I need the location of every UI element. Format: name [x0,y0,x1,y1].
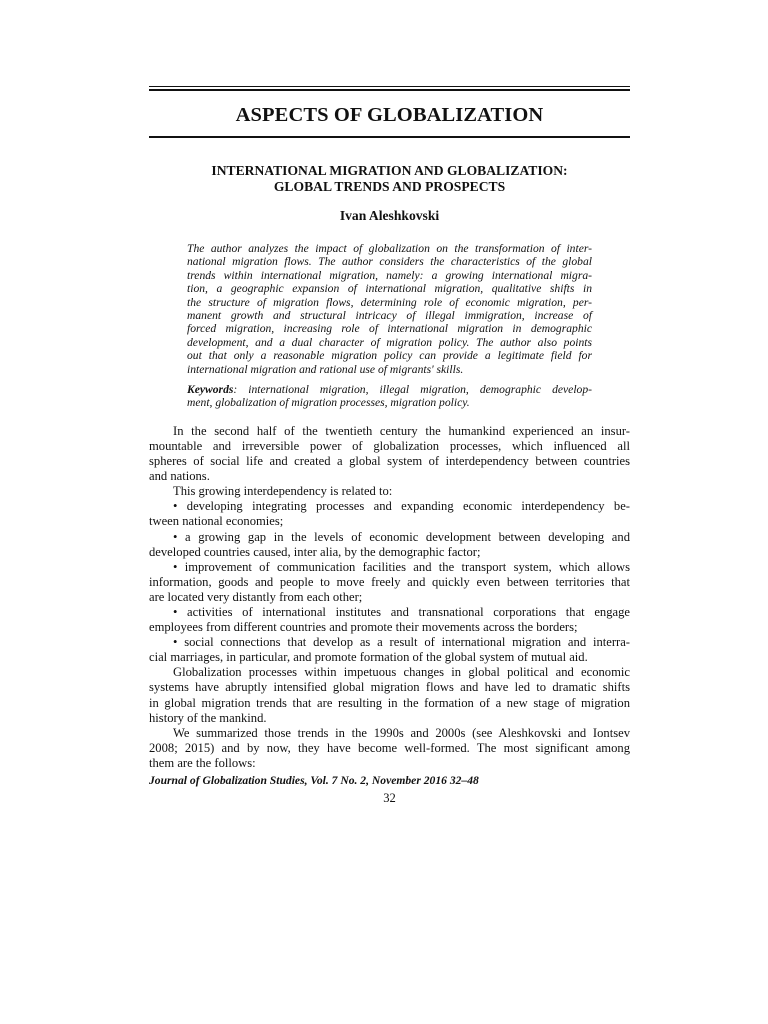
section-divider [149,136,630,138]
article-title-line: GLOBAL TRENDS AND PROSPECTS [273,179,506,194]
article-title-line: INTERNATIONAL MIGRATION AND GLOBALIZATION: [211,163,568,178]
abstract-line: tion, a geographic expansion of international migration, qualitative shifts in [187,282,592,296]
keywords-line: ment, globalization of migration processes, migration policy. [187,396,470,410]
keywords-line [187,383,592,396]
body-line: and nations. [149,469,210,484]
body-line: In the second half of the twentieth century the humankind experienced an insur- [173,423,630,438]
body-line: tween national economies; [149,514,284,529]
body-line: them are the follows: [149,755,256,770]
abstract-line: forced migration, increasing role of international migration in demographic [187,322,592,336]
abstract-line: the structure of migration flows, determining role of economic migration, per- [187,295,592,309]
keywords [187,383,592,410]
abstract [187,242,592,376]
article-author: Ivan Aleshkovski [339,208,440,223]
body-line: This growing interdependency is related to: [173,484,393,499]
body-line: systems have abruptly intensified global migration flows and have led to dramatic shifts [149,680,630,695]
body-line: • improvement of communication facilities and the transport system, which allows [173,559,630,574]
abstract-line: The author analyzes the impact of globalization on the transformation of inter- [187,242,592,255]
abstract-line: trends within international migration, namely: a growing international migra- [187,268,592,282]
top-double-rule [149,86,630,91]
section-title: ASPECTS OF GLOBALIZATION [235,104,544,126]
journal-citation: Journal of Globalization Studies, Vol. 7 No. 2, November 2016 32–48 [149,774,479,788]
abstract-line: national migration flows. The author considers the characteristics of the global [187,255,592,269]
body-line: are located very distantly from each other; [149,589,363,604]
body-line: • a growing gap in the levels of economic development between developing and [173,529,630,544]
body-line: in global migration trends that are resulting in the formation of a new stage of migration [149,695,630,710]
body-line: cial marriages, in particular, and promote formation of the global system of mutual aid. [149,650,588,665]
body-line: history of the mankind. [149,710,267,725]
body-line: 2008; 2015) and by now, they have become well-formed. The most significant among [149,740,630,755]
body-line: We summarized those trends in the 1990s and 2000s (see Aleshkovski and Iontsev [173,725,630,740]
body-line: spheres of social life and created a global system of interdependency between countries [149,454,630,469]
abstract-line: out that only a reasonable migration policy can provide a legitimate field for [187,349,592,363]
body-line: mountable and irreversible power of globalization processes, which influenced all [149,438,630,453]
body-line: developed countries caused, inter alia, by the demographic factor; [149,544,481,559]
body-line: • activities of international institutes and transnational corporations that engage [173,605,630,619]
body-line: • social connections that develop as a result of international migration and interra- [173,635,630,650]
abstract-line: international migration and rational use of migrants' skills. [187,362,464,376]
body-text [149,424,630,771]
article-title [149,163,630,195]
keywords-text: : international migration, illegal migration, demographic develop- [233,383,592,397]
abstract-line: manent growth and structural intricacy of illegal immigration, increase of [187,309,592,323]
abstract-line: development, and a dual character of migration policy. The author also points [187,335,592,349]
journal-page [149,86,630,806]
keywords-label: Keywords [187,383,234,397]
body-line: • developing integrating processes and expanding economic interdependency be- [173,499,630,514]
body-line: information, goods and people to move freely and quickly even between territories that [149,574,630,589]
body-line: employees from different countries and promote their movements across the borders; [149,620,578,635]
page-number: 32 [383,791,396,806]
body-line: Globalization processes within impetuous changes in global political and economic [173,665,630,680]
